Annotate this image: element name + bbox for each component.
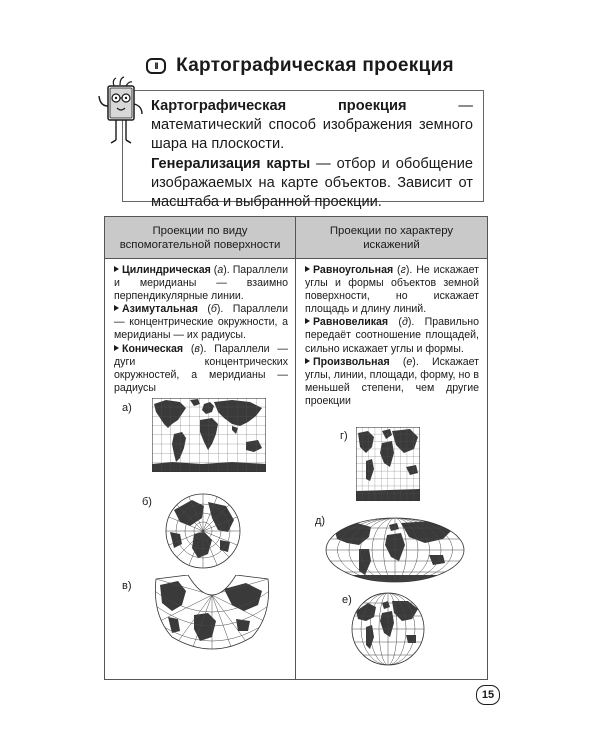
bullet-triangle-icon [305, 266, 310, 272]
map-label-e: е) [342, 594, 352, 606]
conic-projection-map [152, 575, 272, 655]
equal-area-projection-map [325, 517, 465, 583]
definition-map-projection: — математический способ изображения земного шара на плоскости. [151, 98, 473, 153]
map-label-g: г) [340, 430, 348, 442]
bullet-triangle-icon [114, 305, 119, 311]
table-header-right: Проекции по характеру искажений [296, 217, 487, 258]
list-item: Коническая (в). Параллели — дуги концентрических окружностей, а меридианы — радиусы [114, 342, 288, 394]
bullet-triangle-icon [305, 318, 310, 324]
bullet-triangle-icon [305, 358, 310, 364]
conformal-projection-map [356, 427, 420, 501]
bullet-triangle-icon [114, 266, 119, 272]
right-column-text [305, 264, 479, 408]
list-item: Азимутальная (б). Параллели — концентрические окружности, а меридианы — их радиусы. [114, 303, 288, 342]
definition-generalization: — отбор и обобщение изображаемых на карте объектов. Зависит от масштаба и выбранной проекции. [151, 155, 473, 211]
definitions-text [151, 97, 473, 212]
cylindrical-projection-map [152, 398, 266, 472]
map-label-a: а) [122, 402, 132, 414]
section-badge-icon: II [146, 58, 166, 74]
page-title: Картографическая проекция [176, 55, 454, 76]
list-item: Равновеликая (д). Правильно передаёт соотношение площадей, сильно искажает углы и формы. [305, 316, 479, 355]
term-map-projection: Картографическая проекция [151, 98, 407, 114]
table-header-left: Проекции по виду вспомогательной поверхности [105, 217, 295, 258]
term-generalization: Генерализация карты [151, 155, 311, 172]
page-number: 15 [476, 685, 500, 705]
list-item: Равноугольная (г). Не искажает углы и формы объектов земной поверхности, но искажает площадь и длину линий. [305, 264, 479, 316]
azimuthal-projection-map [164, 492, 242, 570]
book-mascot-icon [96, 76, 144, 154]
arbitrary-projection-map [350, 591, 426, 667]
map-label-d: д) [315, 515, 326, 527]
map-label-b: б) [142, 496, 152, 508]
bullet-triangle-icon [114, 345, 119, 351]
map-label-v: в) [122, 580, 132, 592]
page-title-row [0, 52, 600, 80]
table-header-divider [104, 258, 488, 259]
list-item: Цилиндрическая (а). Параллели и меридианы — взаимно перпендикулярные линии. [114, 264, 288, 303]
table-column-divider [295, 216, 296, 680]
left-column-text [114, 264, 288, 395]
list-item: Произвольная (е). Искажает углы, линии, площади, форму, но в меньшей степени, чем другие проекции [305, 355, 479, 407]
